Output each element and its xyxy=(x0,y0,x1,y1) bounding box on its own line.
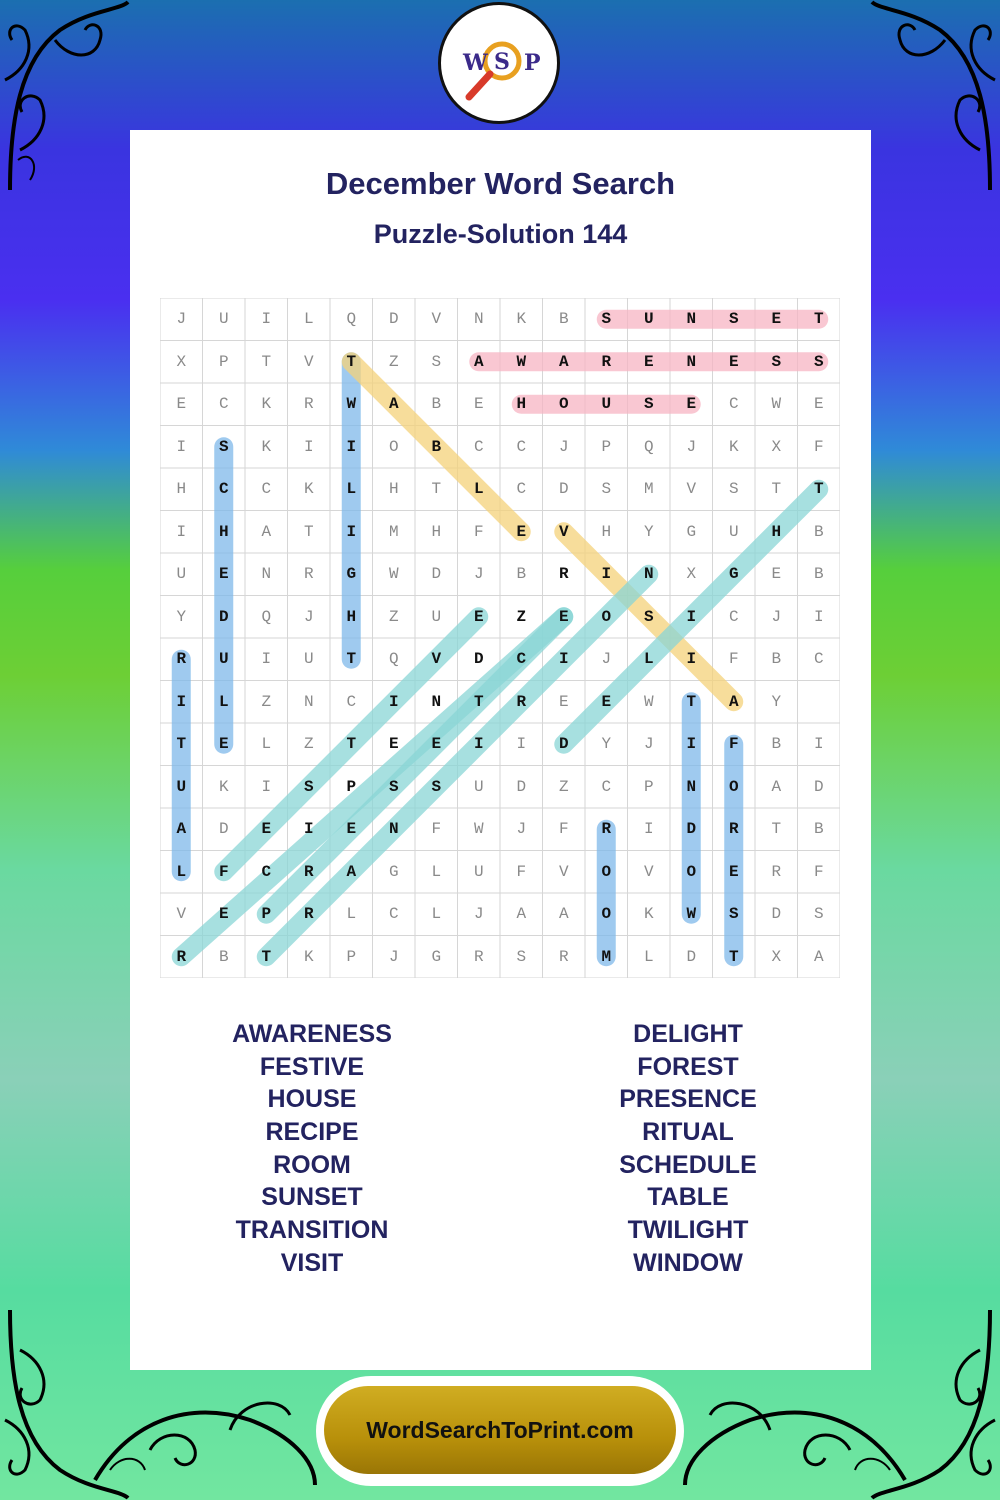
grid-cell[interactable]: G xyxy=(686,522,697,541)
grid-cell[interactable]: I xyxy=(601,565,612,584)
grid-cell[interactable]: C xyxy=(473,437,484,456)
grid-cell[interactable]: S xyxy=(431,777,442,796)
grid-cell[interactable]: I xyxy=(261,310,272,329)
word-list-right xyxy=(528,1018,848,1280)
grid-cell[interactable]: C xyxy=(218,395,229,414)
word-list-item: HOUSE xyxy=(267,1085,357,1114)
grid-cell[interactable]: I xyxy=(473,735,484,754)
grid-cell[interactable]: F xyxy=(558,820,569,839)
grid-cell[interactable]: D xyxy=(431,565,442,584)
grid-cell[interactable]: U xyxy=(431,607,442,626)
grid-cell[interactable]: S xyxy=(728,310,739,329)
grid-cell[interactable]: F xyxy=(516,862,527,881)
grid-cell[interactable]: U xyxy=(601,395,612,414)
grid-cell[interactable]: I xyxy=(303,437,314,456)
grid-cell[interactable]: Z xyxy=(303,735,314,754)
grid-cell[interactable]: I xyxy=(813,735,824,754)
grid-cell[interactable]: S xyxy=(601,480,612,499)
word-list-item: FESTIVE xyxy=(259,1052,365,1081)
grid-cell[interactable]: C xyxy=(346,692,357,711)
word-list-item: RECIPE xyxy=(265,1118,359,1147)
grid-cell[interactable]: O xyxy=(686,862,697,881)
grid-cell[interactable]: W xyxy=(686,905,697,924)
grid-cell[interactable]: T xyxy=(346,650,357,669)
grid-cell[interactable]: B xyxy=(813,565,824,584)
grid-cell[interactable]: M xyxy=(601,947,612,966)
corner-ornament-icon xyxy=(0,0,130,200)
grid-cell[interactable]: I xyxy=(303,820,314,839)
grid-cell[interactable]: E xyxy=(643,352,654,371)
word-list-item: ROOM xyxy=(273,1150,351,1179)
scroll-ornament-icon xyxy=(90,1360,320,1490)
grid-cell[interactable]: M xyxy=(388,522,399,541)
grid-cell[interactable]: E xyxy=(516,522,527,541)
grid-cell[interactable]: Q xyxy=(643,437,654,456)
grid-cell[interactable]: S xyxy=(516,947,527,966)
grid-cell[interactable]: H xyxy=(176,480,187,499)
grid-cell[interactable]: C xyxy=(601,777,612,796)
grid-cell[interactable]: R xyxy=(303,905,314,924)
grid-cell[interactable]: Z xyxy=(388,352,399,371)
word-list-item: FOREST xyxy=(637,1052,739,1081)
grid-cell[interactable]: O xyxy=(558,395,569,414)
grid-cell[interactable]: Z xyxy=(558,777,569,796)
grid-cell[interactable]: V xyxy=(643,862,654,881)
grid-cell[interactable]: I xyxy=(176,437,187,456)
grid-cell[interactable]: S xyxy=(643,395,654,414)
grid-cell[interactable]: W xyxy=(771,395,782,414)
grid-cell[interactable]: R xyxy=(473,947,484,966)
grid-cell[interactable]: T xyxy=(813,310,824,329)
grid-cell[interactable]: Y xyxy=(176,607,187,626)
grid-cell[interactable]: S xyxy=(388,777,399,796)
grid-cell[interactable]: R xyxy=(771,862,782,881)
grid-cell[interactable]: P xyxy=(643,777,654,796)
grid-cell[interactable]: O xyxy=(601,862,612,881)
grid-cell[interactable]: K xyxy=(261,437,272,456)
grid-cell[interactable]: C xyxy=(516,650,527,669)
word-list-left xyxy=(152,1018,472,1280)
grid-cell[interactable]: E xyxy=(686,395,697,414)
grid-cell[interactable]: N xyxy=(388,820,399,839)
word-list-item: PRESENCE xyxy=(619,1085,757,1114)
grid-cell[interactable]: C xyxy=(728,607,739,626)
grid-cell[interactable]: N xyxy=(303,692,314,711)
grid-cell[interactable]: R xyxy=(303,395,314,414)
grid-cell[interactable]: B xyxy=(516,565,527,584)
grid-cell[interactable]: B xyxy=(431,437,442,456)
grid-cell[interactable]: A xyxy=(473,352,484,371)
grid-cell[interactable]: E xyxy=(176,395,187,414)
grid-cell[interactable]: V xyxy=(431,310,442,329)
grid-cell[interactable]: E xyxy=(771,565,782,584)
grid-cell[interactable]: U xyxy=(218,310,229,329)
grid-cell[interactable]: R xyxy=(558,947,569,966)
logo-letter: P xyxy=(524,50,541,76)
grid-cell[interactable]: E xyxy=(558,692,569,711)
grid-cell[interactable]: N xyxy=(643,565,654,584)
grid-cell[interactable]: D xyxy=(388,310,399,329)
grid-cell[interactable]: F xyxy=(728,650,739,669)
grid-cell[interactable]: T xyxy=(346,352,357,371)
magnifier-icon xyxy=(441,5,557,121)
logo-letter: S xyxy=(494,49,510,75)
grid-cell[interactable]: E xyxy=(728,352,739,371)
grid-cell[interactable]: X xyxy=(686,565,697,584)
grid-cell[interactable]: P xyxy=(601,437,612,456)
grid-cell[interactable]: R xyxy=(176,947,187,966)
page-subtitle: Puzzle-Solution 144 xyxy=(373,219,628,249)
grid-cell[interactable]: B xyxy=(771,650,782,669)
grid-cell[interactable]: R xyxy=(601,820,612,839)
grid-cell[interactable]: D xyxy=(686,820,697,839)
grid-cell[interactable]: K xyxy=(303,480,314,499)
grid-cell[interactable]: L xyxy=(643,650,654,669)
grid-cell[interactable]: J xyxy=(388,947,399,966)
grid-cell[interactable]: I xyxy=(346,437,357,456)
grid-cell[interactable]: C xyxy=(813,650,824,669)
grid-cell[interactable]: F xyxy=(473,522,484,541)
grid-cell[interactable]: Q xyxy=(261,607,272,626)
grid-cell[interactable]: L xyxy=(431,862,442,881)
grid-cell[interactable]: N xyxy=(473,310,484,329)
site-logo[interactable] xyxy=(438,2,560,124)
grid-cell[interactable]: D xyxy=(813,777,824,796)
grid-cell[interactable]: W xyxy=(473,820,484,839)
grid-cell[interactable]: B xyxy=(813,820,824,839)
grid-cell[interactable]: S xyxy=(303,777,314,796)
word-list-item: AWARENESS xyxy=(232,1020,392,1048)
grid-cell[interactable]: T xyxy=(728,947,739,966)
grid-cell[interactable]: H xyxy=(601,522,612,541)
grid-cell[interactable]: C xyxy=(516,480,527,499)
grid-cell[interactable]: D xyxy=(771,905,782,924)
grid-cell[interactable]: V xyxy=(176,905,187,924)
grid-cell[interactable]: M xyxy=(643,480,654,499)
grid-cell[interactable]: O xyxy=(601,607,612,626)
grid-cell[interactable]: T xyxy=(686,692,697,711)
grid-cell[interactable]: D xyxy=(558,480,569,499)
grid-cell[interactable]: T xyxy=(771,480,782,499)
grid-cell[interactable]: T xyxy=(473,692,484,711)
grid-cell[interactable]: J xyxy=(643,735,654,754)
grid-cell[interactable]: G xyxy=(388,862,399,881)
grid-cell[interactable]: I xyxy=(176,692,187,711)
word-list-item: TWILIGHT xyxy=(627,1216,749,1245)
grid-cell[interactable]: C xyxy=(728,395,739,414)
grid-cell[interactable]: Q xyxy=(388,650,399,669)
grid-cell[interactable]: A xyxy=(728,692,739,711)
grid-cell[interactable]: I xyxy=(346,522,357,541)
grid-cell[interactable]: U xyxy=(176,565,187,584)
grid-cell[interactable]: P xyxy=(346,777,357,796)
grid-cell[interactable]: I xyxy=(686,607,697,626)
grid-cell[interactable]: L xyxy=(346,905,357,924)
grid-cell[interactable]: D xyxy=(686,947,697,966)
grid-cell[interactable]: R xyxy=(516,692,527,711)
grid-cell[interactable]: H xyxy=(218,522,229,541)
grid-cell[interactable]: J xyxy=(303,607,314,626)
grid-cell[interactable]: I xyxy=(261,650,272,669)
grid-cell[interactable]: F xyxy=(218,862,229,881)
grid-cell[interactable]: R xyxy=(601,352,612,371)
grid-cell[interactable]: I xyxy=(686,650,697,669)
grid-cell[interactable]: J xyxy=(516,820,527,839)
grid-cell[interactable]: S xyxy=(218,437,229,456)
logo-letter: W xyxy=(463,50,488,76)
grid-cell[interactable]: I xyxy=(686,735,697,754)
grid-cell[interactable]: D xyxy=(558,735,569,754)
grid-cell[interactable]: A xyxy=(346,862,357,881)
scroll-ornament-icon xyxy=(680,1360,910,1490)
grid-cell[interactable]: T xyxy=(771,820,782,839)
grid-cell[interactable]: A xyxy=(516,905,527,924)
grid-cell[interactable]: J xyxy=(686,437,697,456)
word-list-item: DELIGHT xyxy=(633,1020,743,1048)
grid-cell[interactable]: E xyxy=(728,862,739,881)
grid-cell[interactable]: S xyxy=(813,352,824,371)
grid-cell[interactable]: S xyxy=(813,905,824,924)
grid-cell[interactable]: U xyxy=(303,650,314,669)
grid-cell[interactable]: L xyxy=(473,480,484,499)
page-title: December Word Search xyxy=(325,166,676,201)
grid-cell[interactable]: B xyxy=(558,310,569,329)
grid-cell[interactable]: E xyxy=(218,735,229,754)
grid-cell[interactable]: K xyxy=(728,437,739,456)
grid-cell[interactable]: U xyxy=(728,522,739,541)
corner-ornament-icon xyxy=(870,0,1000,200)
grid-cell[interactable]: A xyxy=(771,777,782,796)
grid-cell[interactable]: U xyxy=(176,777,187,796)
grid-cell[interactable]: R xyxy=(303,862,314,881)
grid-cell[interactable]: N xyxy=(686,777,697,796)
grid-cell[interactable]: I xyxy=(388,692,399,711)
word-list-item: SUNSET xyxy=(261,1183,363,1212)
grid-cell[interactable]: I xyxy=(813,607,824,626)
grid-cell[interactable]: L xyxy=(643,947,654,966)
word-list-item: WINDOW xyxy=(633,1248,743,1277)
grid-cell[interactable]: V xyxy=(303,352,314,371)
grid-cell[interactable]: V xyxy=(558,522,569,541)
grid-cell[interactable]: W xyxy=(516,352,527,371)
grid-cell[interactable]: H xyxy=(771,522,782,541)
grid-cell[interactable]: T xyxy=(346,735,357,754)
grid-cell[interactable]: X xyxy=(771,437,782,456)
grid-cell[interactable]: K xyxy=(303,947,314,966)
grid-cell[interactable]: L xyxy=(261,735,272,754)
grid-cell[interactable]: W xyxy=(346,395,357,414)
grid-cell[interactable]: B xyxy=(218,947,229,966)
grid-cell[interactable]: S xyxy=(601,310,612,329)
grid-cell[interactable]: T xyxy=(303,522,314,541)
grid-cell[interactable]: V xyxy=(431,650,442,669)
grid-cell[interactable]: U xyxy=(473,862,484,881)
grid-cell[interactable]: V xyxy=(558,862,569,881)
grid-cell[interactable]: R xyxy=(728,820,739,839)
grid-cell[interactable]: C xyxy=(261,480,272,499)
grid-cell[interactable]: Z xyxy=(516,607,527,626)
grid-cell[interactable]: Y xyxy=(643,522,654,541)
grid-cell[interactable]: V xyxy=(686,480,697,499)
puzzle-card xyxy=(130,130,871,1370)
grid-cell[interactable]: T xyxy=(261,352,272,371)
grid-cell[interactable]: F xyxy=(431,820,442,839)
grid-cell[interactable] xyxy=(798,681,841,724)
grid-cell[interactable]: S xyxy=(431,352,442,371)
grid-cell[interactable]: D xyxy=(218,607,229,626)
grid-cell[interactable]: H xyxy=(516,395,527,414)
grid-cell[interactable]: K xyxy=(218,777,229,796)
grid-cell[interactable]: N xyxy=(686,352,697,371)
grid-cell[interactable]: P xyxy=(218,352,229,371)
grid-cell[interactable]: A xyxy=(388,395,399,414)
word-list-item: RITUAL xyxy=(642,1118,734,1147)
grid-cell[interactable]: S xyxy=(728,905,739,924)
word-list-item: TRANSITION xyxy=(235,1216,389,1245)
grid-cell[interactable]: O xyxy=(728,777,739,796)
grid-cell[interactable]: K xyxy=(643,905,654,924)
grid-cell[interactable]: J xyxy=(176,310,187,329)
grid-cell[interactable]: Y xyxy=(601,735,612,754)
grid-cell[interactable]: I xyxy=(516,735,527,754)
grid-cell[interactable]: W xyxy=(643,692,654,711)
grid-cell[interactable]: L xyxy=(346,480,357,499)
grid-cell[interactable]: J xyxy=(473,905,484,924)
word-list-item: SCHEDULE xyxy=(619,1150,757,1179)
grid-cell[interactable]: T xyxy=(431,480,442,499)
grid-cell[interactable]: W xyxy=(388,565,399,584)
grid-cell[interactable]: E xyxy=(388,735,399,754)
grid-cell[interactable]: K xyxy=(261,395,272,414)
grid-cell[interactable]: I xyxy=(261,777,272,796)
grid-cell[interactable]: I xyxy=(176,522,187,541)
grid-cell[interactable]: O xyxy=(601,905,612,924)
grid-cell[interactable]: C xyxy=(516,437,527,456)
grid-cell[interactable]: L xyxy=(176,862,187,881)
grid-cell[interactable]: R xyxy=(558,565,569,584)
grid-cell[interactable]: N xyxy=(431,692,442,711)
grid-cell[interactable]: Q xyxy=(346,310,357,329)
grid-cell[interactable]: X xyxy=(176,352,187,371)
grid-cell[interactable]: H xyxy=(388,480,399,499)
grid-cell[interactable]: A xyxy=(558,352,569,371)
grid-cell[interactable]: E xyxy=(346,820,357,839)
grid-cell[interactable]: E xyxy=(218,905,229,924)
word-search-grid xyxy=(160,298,840,978)
grid-cell[interactable]: L xyxy=(431,905,442,924)
grid-cell[interactable]: J xyxy=(771,607,782,626)
grid-cell[interactable]: U xyxy=(218,650,229,669)
grid-cell[interactable]: Z xyxy=(388,607,399,626)
grid-cell[interactable]: J xyxy=(601,650,612,669)
grid-cell[interactable]: E xyxy=(431,735,442,754)
grid-cell[interactable]: E xyxy=(261,820,272,839)
grid-cell[interactable]: I xyxy=(558,650,569,669)
grid-cell[interactable]: C xyxy=(388,905,399,924)
grid-cell[interactable]: U xyxy=(643,310,654,329)
grid-cell[interactable]: A xyxy=(176,820,187,839)
grid-cell[interactable]: E xyxy=(813,395,824,414)
grid-cell[interactable]: A xyxy=(813,947,824,966)
grid-cell[interactable]: A xyxy=(558,905,569,924)
grid-cell[interactable]: S xyxy=(643,607,654,626)
grid-cell[interactable]: J xyxy=(558,437,569,456)
grid-cell[interactable]: S xyxy=(728,480,739,499)
grid-cell[interactable]: T xyxy=(813,480,824,499)
grid-cell[interactable]: C xyxy=(261,862,272,881)
grid-cell[interactable]: I xyxy=(643,820,654,839)
grid-cell[interactable]: E xyxy=(771,310,782,329)
grid-cell[interactable]: E xyxy=(558,607,569,626)
grid-cell[interactable]: O xyxy=(388,437,399,456)
grid-cell[interactable]: C xyxy=(218,480,229,499)
grid-cell[interactable]: L xyxy=(218,692,229,711)
word-list-item: VISIT xyxy=(280,1248,344,1277)
grid-cell[interactable]: L xyxy=(303,310,314,329)
grid-cell[interactable]: P xyxy=(346,947,357,966)
grid-cell[interactable]: B xyxy=(431,395,442,414)
grid-cell[interactable]: D xyxy=(516,777,527,796)
grid-cell[interactable]: J xyxy=(473,565,484,584)
grid-cell[interactable]: G xyxy=(728,565,739,584)
grid-cell[interactable]: R xyxy=(303,565,314,584)
grid-cell[interactable]: T xyxy=(176,735,187,754)
grid-cell[interactable]: E xyxy=(473,395,484,414)
grid-cell[interactable]: E xyxy=(601,692,612,711)
grid-cell[interactable]: N xyxy=(261,565,272,584)
word-list-item: TABLE xyxy=(647,1183,729,1212)
website-button[interactable] xyxy=(316,1376,684,1486)
grid-cell[interactable]: N xyxy=(686,310,697,329)
grid-cell[interactable]: S xyxy=(771,352,782,371)
grid-cell[interactable]: E xyxy=(218,565,229,584)
grid-cell[interactable]: R xyxy=(176,650,187,669)
grid-cell[interactable]: H xyxy=(431,522,442,541)
grid-cell[interactable]: Y xyxy=(771,692,782,711)
website-label: WordSearchToPrint.com xyxy=(366,1416,634,1443)
grid-cell[interactable]: B xyxy=(813,522,824,541)
grid-cell[interactable]: Z xyxy=(261,692,272,711)
grid-cell[interactable]: E xyxy=(473,607,484,626)
grid-cell[interactable]: P xyxy=(261,905,272,924)
grid-cell[interactable]: F xyxy=(728,735,739,754)
grid-cell[interactable]: G xyxy=(431,947,442,966)
grid-cell[interactable]: F xyxy=(813,862,824,881)
grid-cell[interactable]: D xyxy=(473,650,484,669)
grid-cell[interactable]: T xyxy=(261,947,272,966)
grid-cell[interactable]: A xyxy=(261,522,272,541)
grid-cell[interactable]: B xyxy=(771,735,782,754)
grid-cell[interactable]: F xyxy=(813,437,824,456)
grid-cell[interactable]: H xyxy=(346,607,357,626)
grid-cell[interactable]: D xyxy=(218,820,229,839)
grid-cell[interactable]: K xyxy=(516,310,527,329)
grid-cell[interactable]: X xyxy=(771,947,782,966)
grid-cell[interactable]: G xyxy=(346,565,357,584)
grid-cell[interactable]: U xyxy=(473,777,484,796)
